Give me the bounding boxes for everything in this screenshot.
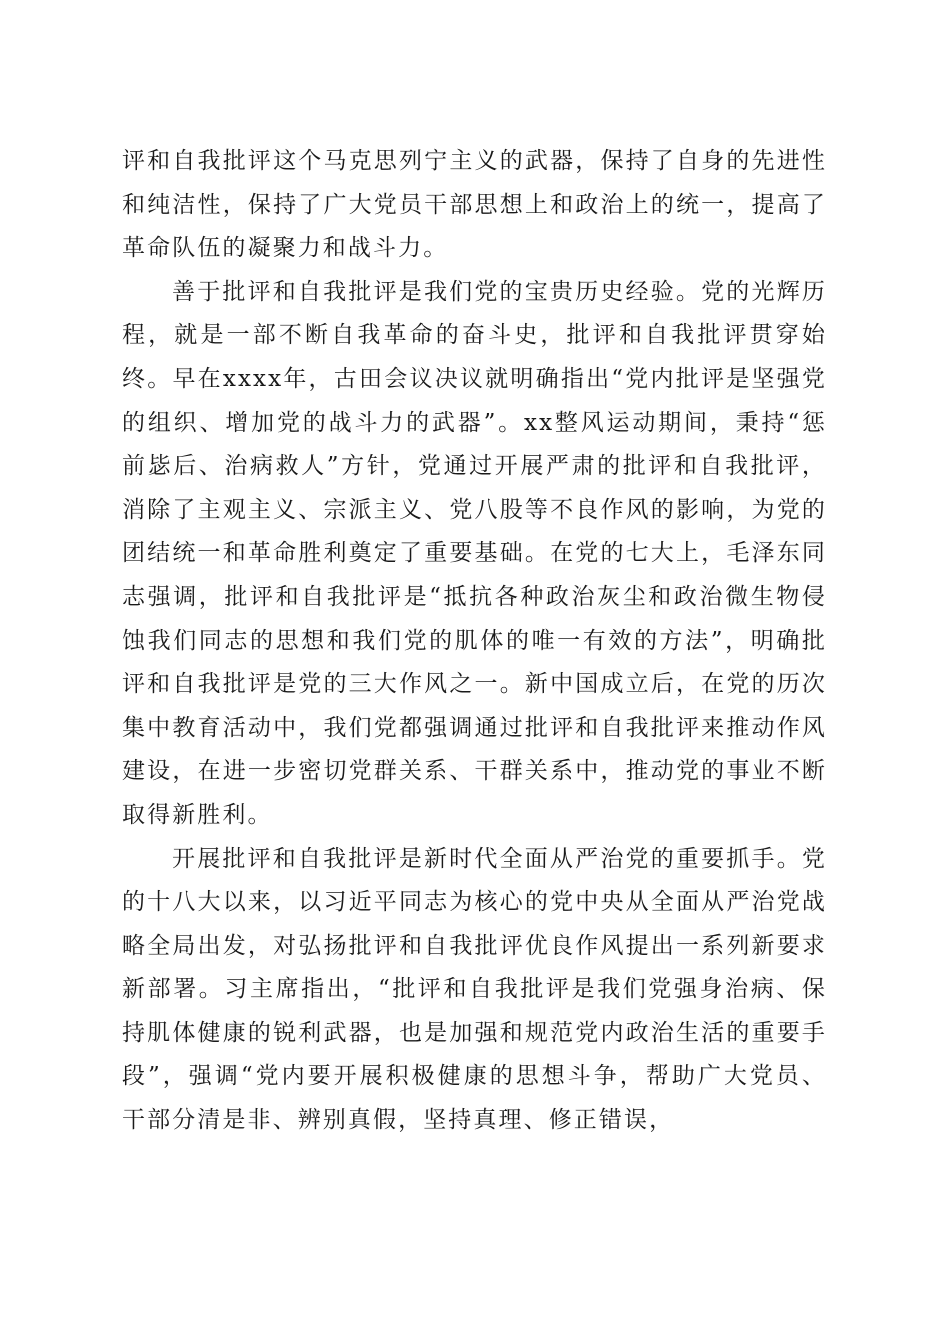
- document-body: [122, 140, 827, 1143]
- paragraph-history-experience: 善于批评和自我批评是我们党的宝贵历史经验。党的光辉历程，就是一部不断自我革命的奋斗史，批评和自我批评贯穿始终。早在xxxx年，古田会议决议就明确指出“党内批评是坚强党的组织、增加党的战斗力的武器”。xx整风运动期间，秉持“惩前毖后、治病救人”方针，党通过开展严肃的批评和自我批评，消除了主观主义、宗派主义、党八股等不良作风的影响，为党的团结统一和革命胜利奠定了重要基础。在党的七大上，毛泽东同志强调，批评和自我批评是“抵抗各种政治灰尘和政治微生物侵蚀我们同志的思想和我们党的肌体的唯一有效的方法”，明确批评和自我批评是党的三大作风之一。新中国成立后，在党的历次集中教育活动中，我们党都强调通过批评和自我批评来推动作风建设，在进一步密切党群关系、干群关系中，推动党的事业不断取得新胜利。: [122, 278, 827, 828]
- paragraph-continuation: 评和自我批评这个马克思列宁主义的武器，保持了自身的先进性和纯洁性，保持了广大党员干部思想上和政治上的统一，提高了革命队伍的凝聚力和战斗力。: [122, 148, 827, 262]
- paragraph-new-era: 开展批评和自我批评是新时代全面从严治党的重要抓手。党的十八大以来，以习近平同志为核心的党中央从全面从严治党战略全局出发，对弘扬批评和自我批评优良作风提出一系列新要求新部署。习主席指出，“批评和自我批评是我们党强身治病、保持肌体健康的锐利武器，也是加强和规范党内政治生活的重要手段”，强调“党内要开展积极健康的思想斗争，帮助广大党员、干部分清是非、辨别真假，坚持真理、修正错误，: [122, 845, 827, 1134]
